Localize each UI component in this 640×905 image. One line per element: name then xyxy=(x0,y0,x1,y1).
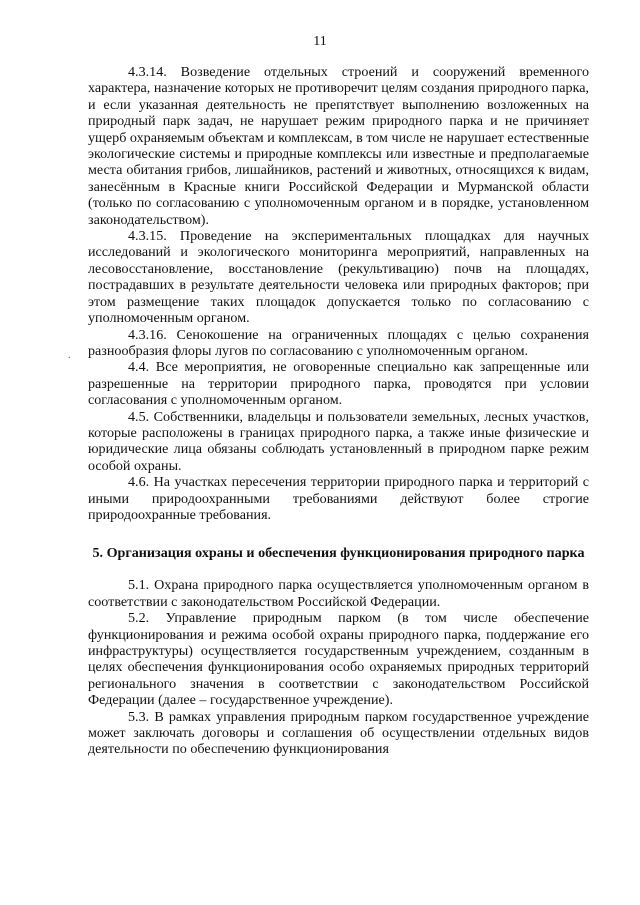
page-number: 11 xyxy=(313,34,327,49)
paragraph-4-3-14: 4.3.14. Возведение отдельных строений и сооружений временного характера, назначение которых не противоречит целям создания природного парка, и если указанная деятельность не препятствует выполнению возложенных на природный парк задач, не нарушает режим природного парка и не причиняет ущерб охраняемым объектам и комплексам, в том числе не нарушает естественные экологические системы и природные комплексы или известные и предполагаемые места обитания грибов, лишайников, растений и животных, относящихся к видам, занесённым в Красные книги Российской Федерации и Мурманской области (только по согласованию с уполномоченным органом и в порядке, установленном законодательством). xyxy=(88,64,589,228)
paragraph-5-2: 5.2. Управление природным парком (в том числе обеспечение функционирования и режима особой охраны природного парка, поддержание его инфраструктуры) осуществляется государственным учреждением, созданным в целях обеспечения функционирования особо охраняемых природных территорий регионального значения в соответствии с законодательством Российской Федерации (далее – государственное учреждение). xyxy=(88,610,589,709)
paragraph-4-5: 4.5. Собственники, владельцы и пользователи земельных, лесных участков, которые расположены в границах природного парка, а также иные физические и юридические лица обязаны соблюдать установленный в природном парке режим особой охраны. xyxy=(88,408,589,474)
paragraph-4-6: 4.6. На участках пересечения территории природного парка и территорий с иными природоохранными требованиями действуют более строгие природоохранные требования. xyxy=(88,474,589,523)
paragraph-4-4: 4.4. Все мероприятия, не оговоренные специально как запрещенные или разрешенные на территории природного парка, проводятся при условии согласования с уполномоченным органом. xyxy=(88,359,589,409)
section-heading-5: 5. Организация охраны и обеспечения функционирования природного парка xyxy=(92,545,585,562)
paragraph-4-3-15: 4.3.15. Проведение на экспериментальных площадках для научных исследований и экологического мониторинга мероприятий, направленных на лесовосстановление, восстановление (рекультивацию) почв на площадях, пострадавших в результате деятельности человека или природных факторов; при этом размещение таких площадок допускается только по согласованию с уполномоченным органом. xyxy=(88,228,589,327)
paragraph-5-3: 5.3. В рамках управления природным парком государственное учреждение может заключать договоры и соглашения об осуществлении отдельных видов деятельности по обеспечению функционирования xyxy=(88,708,589,758)
paragraph-5-1: 5.1. Охрана природного парка осуществляется уполномоченным органом в соответствии с законодательством Российской Федерации. xyxy=(88,577,589,610)
margin-mark: . xyxy=(68,350,71,361)
document-body xyxy=(88,64,589,758)
paragraph-4-3-16: 4.3.16. Сенокошение на ограниченных площадях с целью сохранения разнообразия флоры лугов по согласованию с уполномоченным органом. xyxy=(88,326,589,359)
